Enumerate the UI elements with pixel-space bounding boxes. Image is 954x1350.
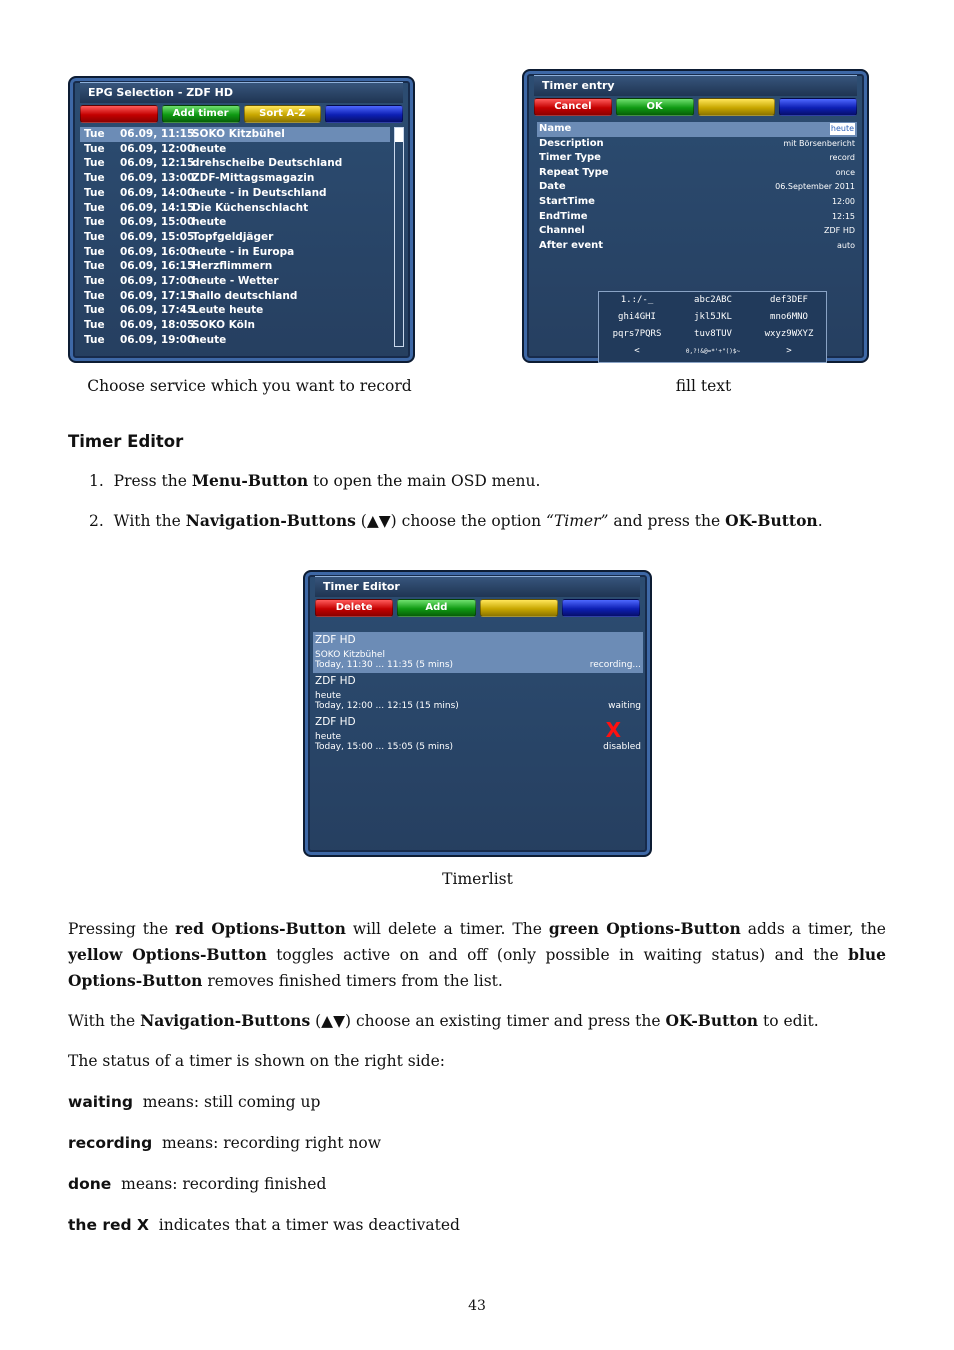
event-title: heute - Wetter [192, 275, 279, 287]
event-day: Tue [84, 172, 105, 185]
epg-event-row[interactable] [80, 289, 390, 304]
timer-list-item[interactable] [313, 673, 643, 714]
field-value[interactable]: ZDF HD [824, 226, 855, 236]
timer-field-row[interactable] [537, 195, 857, 210]
timer-channel: ZDF HD [315, 716, 356, 728]
epg-event-row[interactable] [80, 333, 390, 348]
epg-event-row[interactable] [80, 215, 390, 230]
event-time: 06.09, 16:00 [120, 245, 195, 258]
epg-event-row[interactable] [80, 259, 390, 274]
field-value[interactable]: record [829, 153, 855, 163]
event-day: Tue [84, 216, 105, 229]
timer-editor-caption: Timerlist [442, 870, 513, 888]
ok-button[interactable]: OK [616, 98, 694, 116]
epg-event-row[interactable] [80, 186, 390, 201]
keyboard-key[interactable]: wxyz9WXYZ [764, 329, 814, 339]
blue-button[interactable] [779, 98, 857, 116]
field-value[interactable]: 12:15 [831, 211, 855, 221]
status-term: waiting [68, 1093, 133, 1111]
event-title: hallo deutschland [192, 289, 298, 302]
red-button[interactable] [80, 105, 158, 123]
step-number: 1. [89, 472, 104, 490]
page-number: 43 [468, 1298, 486, 1314]
field-value[interactable]: once [835, 167, 855, 177]
timer-status: disabled [603, 742, 641, 752]
event-time: 06.09, 17:15 [120, 289, 195, 302]
status-description: indicates that a timer was deactivated [148, 1216, 460, 1234]
timer-field-row[interactable] [537, 239, 857, 254]
event-title: heute [192, 216, 227, 229]
field-label: Repeat Type [539, 166, 609, 178]
yellow-button[interactable] [698, 98, 776, 116]
step-1 [89, 468, 540, 494]
timer-list-item[interactable] [313, 714, 643, 755]
event-day: Tue [84, 157, 105, 170]
field-label: Name [539, 123, 572, 134]
step-text: With the [113, 512, 186, 530]
epg-event-row[interactable] [80, 230, 390, 245]
paragraph-status-intro: The status of a timer is shown on the right side: [68, 1052, 445, 1070]
keyboard-key[interactable]: def3DEF [770, 295, 808, 305]
epg-event-row[interactable] [80, 156, 390, 171]
event-title: Leute heute [192, 304, 264, 317]
para-text: will delete a timer. The [345, 920, 549, 938]
event-title: drehscheibe Deutschland [192, 157, 343, 170]
keyboard-key[interactable]: jkl5JKL [694, 312, 732, 322]
event-title: ZDF-Mittagsmagazin [192, 172, 315, 185]
timer-editor-color-buttons [315, 599, 640, 617]
epg-color-buttons [80, 105, 403, 123]
event-time: 06.09, 16:15 [120, 260, 195, 273]
epg-event-row[interactable] [80, 274, 390, 289]
para-text: to edit. [758, 1012, 819, 1030]
timer-field-row[interactable] [537, 180, 857, 195]
event-time: 06.09, 14:00 [120, 186, 195, 199]
timer-entry-screen [522, 69, 869, 363]
para-text: removes finished timers from the list. [202, 972, 503, 990]
event-time: 06.09, 17:00 [120, 275, 195, 287]
event-day: Tue [84, 304, 105, 317]
step-text: to open the main OSD menu. [308, 472, 541, 490]
field-label: EndTime [539, 210, 588, 222]
timer-status: waiting [608, 701, 641, 711]
event-time: 06.09, 17:45 [120, 304, 195, 317]
status-description: means: recording right now [152, 1134, 381, 1152]
paragraph-navigation [68, 1008, 819, 1034]
keyboard-key[interactable]: > [786, 346, 792, 356]
field-value[interactable]: mit Börsenbericht [783, 138, 855, 148]
timer-status: recording... [589, 660, 641, 670]
keyboard-key[interactable]: 0,?!&@=*'+"()$~ [685, 348, 741, 355]
status-definition [68, 1171, 326, 1197]
timer-editor-title: Timer Editor [315, 576, 640, 597]
epg-event-row[interactable] [80, 245, 390, 260]
timer-entry-caption: fill text [675, 377, 732, 395]
status-term: recording [68, 1134, 153, 1152]
step-text: (▲▼) choose the option [355, 512, 547, 530]
blue-button[interactable] [562, 599, 640, 617]
add-button[interactable]: Add [397, 599, 475, 617]
event-time: 06.09, 11:15 [120, 128, 195, 140]
timer-time: Today, 12:00 ... 12:15 (15 mins) [315, 701, 459, 711]
field-label: StartTime [539, 196, 595, 207]
epg-caption: Choose service which you want to record [87, 377, 412, 395]
para-text: adds a timer, the [740, 920, 886, 938]
status-description: means: still coming up [132, 1093, 321, 1111]
disabled-x-icon: X [605, 718, 621, 742]
navigation-buttons-term: Navigation-Buttons [140, 1011, 311, 1030]
field-label: Timer Type [539, 152, 601, 164]
keyboard-key[interactable]: ghi4GHI [618, 312, 656, 322]
event-day: Tue [84, 289, 105, 302]
timer-name: heute [315, 732, 342, 742]
green-options-term: green Options-Button [548, 919, 741, 938]
timer-entry-title: Timer entry [534, 75, 857, 96]
event-day: Tue [84, 319, 105, 332]
keyboard-key[interactable]: 1.:/-_ [620, 295, 654, 305]
keyboard-key[interactable]: abc2ABC [694, 295, 732, 305]
paragraph-options-buttons [68, 916, 886, 994]
event-time: 06.09, 15:00 [120, 216, 195, 229]
timer-list-item[interactable] [313, 632, 643, 673]
timer-field-row[interactable] [537, 151, 857, 166]
status-definition [68, 1130, 381, 1156]
event-time: 06.09, 15:05 [120, 230, 195, 243]
red-options-term: red Options-Button [175, 919, 346, 938]
status-definition [68, 1212, 460, 1238]
step-text: and press the [608, 512, 726, 530]
ok-button-term: OK-Button [725, 511, 818, 530]
event-time: 06.09, 12:15 [120, 157, 195, 170]
blue-button[interactable] [325, 105, 403, 123]
navigation-buttons-term: Navigation-Buttons [185, 511, 356, 530]
timer-field-row[interactable] [537, 122, 857, 137]
event-day: Tue [84, 260, 105, 273]
timer-editor-screen [303, 570, 652, 857]
cancel-button[interactable]: Cancel [534, 98, 612, 116]
para-text: (▲▼) choose an existing timer and press the [310, 1012, 666, 1030]
timer-field-row[interactable] [537, 137, 857, 152]
epg-selection-screen [68, 76, 415, 363]
virtual-keyboard [598, 291, 827, 363]
timer-time: Today, 15:00 ... 15:05 (5 mins) [315, 742, 454, 752]
blue-options-term: blue Options-Button [68, 945, 886, 990]
status-definition [68, 1089, 320, 1115]
event-time: 06.09, 12:00 [120, 142, 195, 155]
event-day: Tue [84, 230, 105, 243]
event-time: 06.09, 19:00 [120, 333, 195, 346]
event-title: heute [192, 333, 227, 346]
event-title: heute - in Deutschland [192, 186, 327, 199]
status-term: the red X [68, 1216, 149, 1234]
epg-event-row[interactable] [80, 171, 390, 186]
event-time: 06.09, 18:05 [120, 319, 195, 332]
epg-event-row[interactable] [80, 142, 390, 157]
field-label: After event [539, 239, 604, 251]
timer-channel: ZDF HD [315, 675, 356, 687]
sort-button[interactable]: Sort A-Z [244, 105, 322, 123]
step-text: Press the [113, 472, 192, 490]
section-title: Timer Editor [68, 432, 184, 451]
epg-event-row[interactable] [80, 303, 390, 318]
event-time: 06.09, 13:00 [120, 172, 195, 185]
timer-field-row[interactable] [537, 210, 857, 225]
event-title: SOKO Köln [192, 319, 255, 332]
para-text: toggles active on and off (only possible in waiting status) and the [266, 946, 849, 964]
event-title: Herzflimmern [192, 260, 273, 273]
status-term: done [68, 1175, 112, 1193]
field-value[interactable]: 06.September 2011 [775, 182, 855, 192]
event-day: Tue [84, 142, 105, 155]
event-day: Tue [84, 245, 105, 258]
event-title: heute [192, 142, 227, 155]
field-label: Description [539, 137, 604, 149]
event-day: Tue [84, 201, 105, 214]
event-time: 06.09, 14:15 [120, 201, 195, 214]
event-title: SOKO Kitzbühel [192, 128, 285, 140]
timer-entry-color-buttons [534, 98, 857, 116]
step-2 [89, 508, 823, 534]
add-timer-button[interactable]: Add timer [162, 105, 240, 123]
timer-option-term: “Timer” [546, 512, 609, 530]
epg-scrollbar[interactable] [394, 127, 404, 347]
keyboard-key[interactable]: < [634, 346, 640, 356]
para-text: Pressing the [68, 920, 176, 938]
field-value[interactable]: auto [836, 240, 855, 250]
field-value[interactable]: heute [830, 124, 854, 133]
event-title: heute - in Europa [192, 245, 295, 258]
field-label: Channel [539, 225, 585, 237]
timer-channel: ZDF HD [315, 634, 356, 646]
event-day: Tue [84, 186, 105, 199]
keyboard-key[interactable]: tuv8TUV [694, 329, 732, 339]
ok-button-term: OK-Button [665, 1011, 759, 1030]
timer-name: SOKO Kitzbühel [315, 650, 385, 660]
epg-event-row[interactable] [80, 201, 390, 216]
delete-button[interactable]: Delete [315, 599, 393, 617]
yellow-options-term: yellow Options-Button [68, 945, 267, 964]
timer-name: heute [315, 691, 342, 701]
epg-event-row[interactable] [80, 318, 390, 333]
field-label: Date [539, 181, 566, 193]
event-day: Tue [84, 275, 105, 287]
para-text: With the [68, 1012, 141, 1030]
field-value[interactable]: 12:00 [831, 197, 855, 206]
scrollbar-thumb[interactable] [395, 128, 403, 142]
keyboard-key[interactable]: mno6MNO [770, 312, 808, 322]
event-day: Tue [84, 128, 105, 140]
event-title: Die Küchenschlacht [192, 201, 309, 214]
epg-event-row[interactable] [80, 127, 390, 142]
timer-field-row[interactable] [537, 166, 857, 181]
step-number: 2. [89, 512, 104, 530]
event-title: Topfgeldjäger [192, 230, 274, 243]
step-text: . [817, 512, 823, 530]
keyboard-key[interactable]: pqrs7PQRS [612, 329, 662, 339]
event-day: Tue [84, 333, 105, 346]
status-description: means: recording finished [111, 1175, 327, 1193]
epg-title: EPG Selection - ZDF HD [80, 82, 403, 103]
yellow-button[interactable] [480, 599, 558, 617]
timer-field-row[interactable] [537, 224, 857, 239]
timer-time: Today, 11:30 ... 11:35 (5 mins) [315, 660, 454, 670]
menu-button-term: Menu-Button [191, 471, 309, 490]
